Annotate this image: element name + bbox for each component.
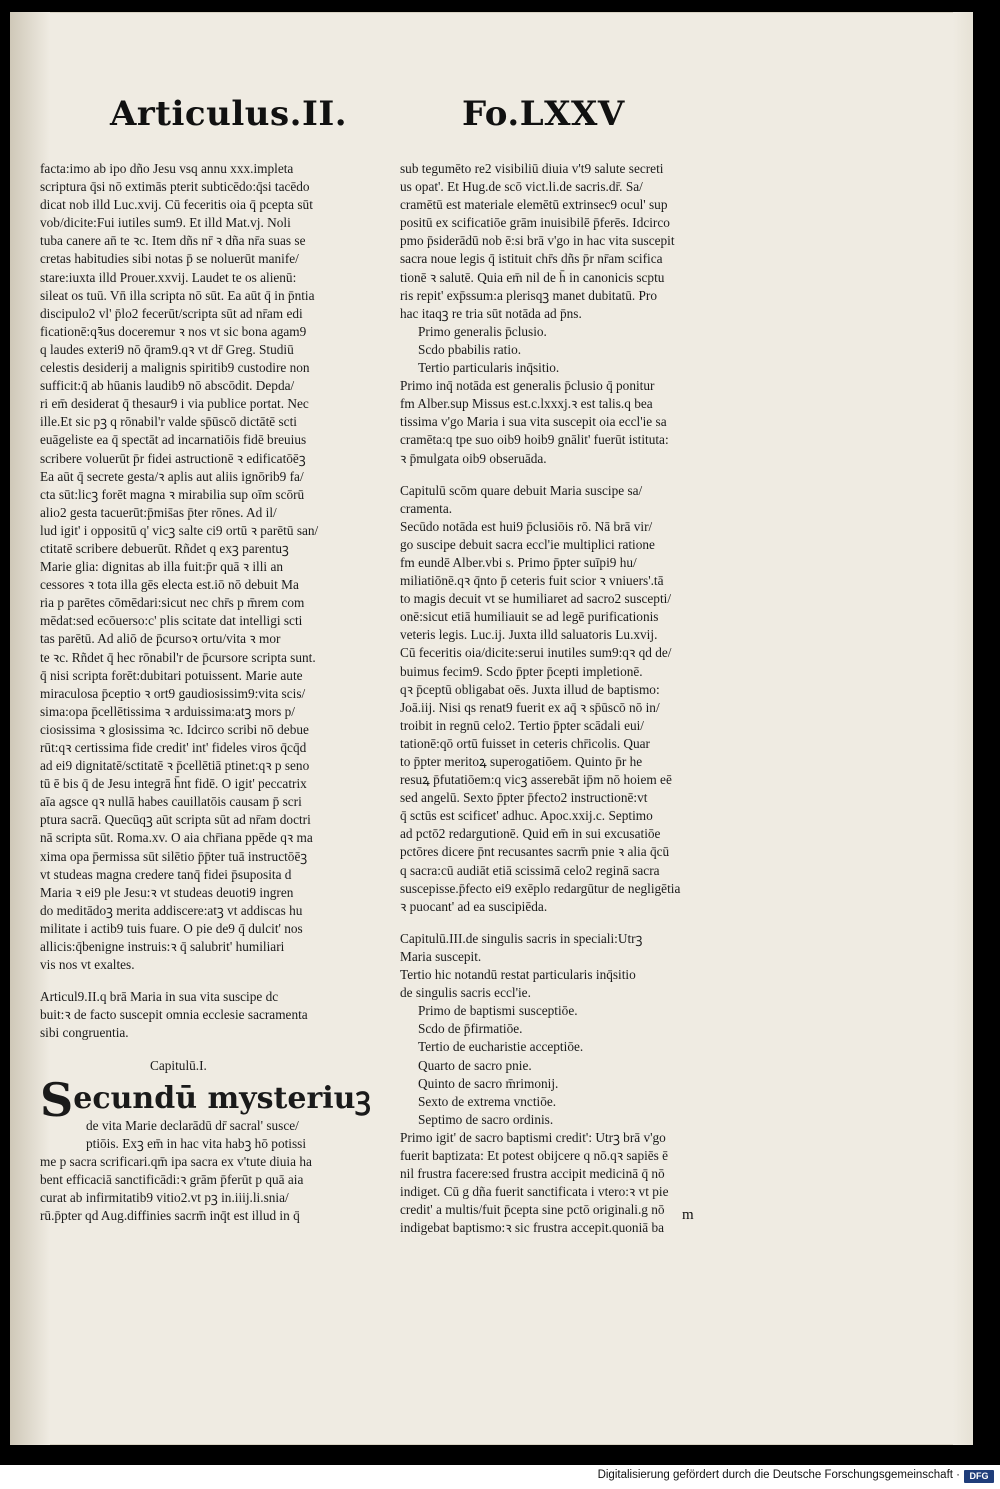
funding-notice: Digitalisierung gefördert durch die Deutsche Forschungsgemeinschaft ·	[597, 1469, 960, 1481]
text-line: positū ex scificatiōe grām inuisibilē p̄ferēs. Idcirco	[400, 215, 670, 231]
sacrament-item: Quinto de sacro m̄rimonij.	[418, 1075, 559, 1091]
three-points-list	[400, 323, 782, 377]
text-line: rū.p̄pter qd Aug.diffinies sacrm̄ inq̄t est illud in q̄	[40, 1208, 300, 1224]
text-line: go suscipe debuit sacra eccl'ie multiplici ratione	[400, 536, 655, 552]
text-line: miraculosa p̄ceptio ꝛ ort9 gaudiosissim9:vita scis/	[40, 685, 306, 701]
text-line: dicat nob illd Luc.xvij. Cū feceritis oia q̄ pcepta sūt	[40, 197, 313, 213]
text-line: ris repit' exp̄ssum:a plerisqꝫ manet dubitatū. Pro	[400, 287, 657, 303]
text-line: te ꝛc. Rñdet q̄ hec rōnabil'r de p̄cursore scripta sunt.	[40, 649, 316, 665]
text-line: aīa agsce qꝛ nullā habes cauillatōis causam p̄ scri	[40, 794, 302, 810]
sacrament-item: Quarto de sacro pnie.	[418, 1057, 532, 1073]
text-line: ad pctō2 redargutionē. Quid em̄ in sui excusatiōe	[400, 826, 661, 842]
text-line: miliatiōnē.qꝛ q̄nto p̄ ceteris fuit scior ꝛ vniuers'.tā	[400, 573, 664, 589]
text-line: ptura sacrā. Quecūqꝫ aūt scripta sūt ad nr̄am doctri	[40, 812, 311, 828]
right-column	[400, 160, 782, 1237]
text-line: to p̄pter meritoꝝ superogatiōem. Quinto p̄r he	[400, 754, 643, 769]
text-line: fm eundē Alber.vbi s. Primo p̄pter suīpi9 hu/	[400, 554, 637, 570]
text-line: ria p parētes cōmēdari:sicut nec chr̄s p m̄rem com	[40, 595, 305, 611]
text-line: sacra noue legis q̄ istituit chr̄s dñs p̄r nr̄am scifica	[400, 251, 663, 267]
text-line: allicis:q̄benigne instruis:ꝛ q̄ salubrit' humiliari	[40, 939, 285, 955]
text-line: vob/dicite:Fui iutiles sum9. Et illd Mat.vj. Noli	[40, 215, 291, 231]
text-line: de singulis sacris eccl'ie.	[400, 985, 531, 1001]
point-item: Scdo pbabilis ratio.	[418, 341, 522, 357]
text-line: ille.Et sic pꝫ q rōnabil'r valde sp̄ūscō dictātē scti	[40, 414, 297, 430]
text-line: ciosissima ꝛ glosissima ꝛc. Idcirco scribi nō debue	[40, 721, 309, 737]
text-line: cramētū est materiale elemētū extrinsec9 ocul' sup	[400, 197, 668, 213]
running-head-left: Articulus.II.	[110, 94, 348, 134]
text-line: vis nos vt exaltes.	[40, 957, 135, 973]
text-line: mēdat:sed ecōuerso:c' plis scitate dat intelligi scti	[40, 613, 303, 629]
text-line: me p sacra scrificari.qm̄ ipa sacra ex v'tute diuia ha	[40, 1153, 312, 1169]
signature-mark: m	[682, 1207, 694, 1223]
text-line: cretas habitudies sibi notas p̄ se noluerūt manife/	[40, 251, 299, 267]
chapter-heading-line: Capitulū.III.de singulis sacris in speciali:Utrꝫ	[400, 930, 643, 946]
dfg-logo: DFG	[964, 1470, 994, 1483]
text-line: lud igit' i oppositū q' vicꝫ salte ci9 ortū ꝛ parētū san/	[40, 522, 319, 538]
article-title-line: buit:ꝛ de facto suscepit omnia ecclesie sacramenta	[40, 1007, 308, 1023]
text-line: resuꝝ p̄futatiōem:q vicꝫ asserebāt ip̄m nō hoiem eē	[400, 772, 672, 788]
text-line: hac itaqꝫ re tria sūt notāda ad p̄ns.	[400, 305, 582, 321]
right-body-text-final	[400, 1129, 782, 1238]
article-title-line: sibi congruentia.	[40, 1025, 129, 1041]
text-line: scribere voluerūt p̄r fidei astructionē ꝛ edificatōēꝫ	[40, 450, 306, 466]
text-line: cramēta:q tpe suo oib9 hoib9 gnālit' fuerūt istituta:	[400, 432, 669, 448]
text-line: rūt:qꝛ certissima fide credit' int' fideles viros q̄cq̄d	[40, 740, 307, 755]
text-line: q̄ sctūs est scificet' adhuc. Apoc.xxij.c. Septimo	[400, 808, 653, 824]
text-line: euāgeliste ea q̄ spectāt ad incarnatiōis fidē breuius	[40, 432, 307, 448]
text-line: scriptura q̄si nō extimās pterit subticēdo:q̄si tacēdo	[40, 179, 310, 195]
text-line: qꝛ p̄ceptū obligabat oēs. Juxta illud de baptismo:	[400, 681, 660, 697]
text-line: fuerit baptizata: Et potest obijcere q nō.qꝛ sapiēs ē	[400, 1147, 669, 1163]
chapter-3-text	[400, 966, 782, 1002]
chapter-2-heading	[400, 482, 782, 518]
text-line: tissima v'go Maria i sua vita suscepit oia eccl'ie sa	[400, 414, 667, 430]
point-item: Primo generalis p̄clusio.	[418, 323, 547, 339]
incipit-continuation	[40, 1117, 390, 1226]
text-line: tuba canere an̄ te ꝛc. Item dñs nr̄ ꝛ dña nr̄a suas se	[40, 233, 306, 249]
text-line: ꝛ puocant' ad ea suscipiēda.	[400, 898, 548, 914]
text-line: nā scripta sūt. Roma.xv. O aia chr̄iana ppēde qꝛ ma	[40, 830, 313, 846]
article-title	[40, 988, 390, 1042]
text-line: curat ab infirmitatib9 vitio2.vt pꝫ in.iiij.li.snia/	[40, 1189, 289, 1205]
incipit-text: ecundū mysteriuꝫ	[73, 1080, 371, 1116]
text-line: credit' a multis/fuit p̄cepta sine pctō originali.g nō	[400, 1202, 665, 1218]
sacrament-item: Primo de baptismi susceptiōe.	[418, 1003, 578, 1019]
text-line: suscepisse.p̄fecto ei9 exēplo redargūtur de negligētia	[400, 880, 681, 896]
text-line: ficationē:qꝛ̄us doceremur ꝛ nos vt sic bona agam9	[40, 323, 307, 339]
right-body-text-mid	[400, 377, 782, 467]
text-line: xima opa p̄ermissa sūt silētio p̄p̄ter tuā instructōēꝫ	[40, 848, 308, 864]
decorated-initial: S	[40, 1080, 74, 1117]
text-line: us opat'. Et Hug.de scō vict.li.de sacris.dr̄. Sa/	[400, 179, 643, 195]
incipit-line	[40, 1081, 390, 1117]
footer-bar	[0, 1465, 1000, 1489]
sacrament-item: Septimo de sacro ordinis.	[418, 1111, 554, 1127]
text-line: Primo inq̄ notāda est generalis p̄clusio q̄ ponitur	[400, 378, 655, 394]
left-column	[40, 160, 390, 1225]
text-line: vt studeas magna credere tanq̄ fidei p̄suposita d	[40, 866, 292, 882]
page-edge	[953, 12, 973, 1445]
text-line: Primo igit' de sacro baptismi credit': Utrꝫ brā v'go	[400, 1129, 666, 1145]
text-line: Joā.iij. Nisi qs renat9 fuerit ex aq̄ ꝛ sp̄ūscō nō in/	[400, 699, 660, 715]
right-body-text-top	[400, 160, 782, 323]
text-line: Marie glia: dignitas ab illa fuit:p̄r quā ꝛ illi an	[40, 559, 284, 575]
text-line: ad ei9 dignitatē/sctitatē ꝛ p̄cellētiā ptinet:qꝛ p seno	[40, 758, 310, 774]
text-line: nil frustra facere:sed frustra accipit medicinā q̄ nō	[400, 1166, 665, 1182]
text-line: celestis desiderij a malignis spiritib9 custodire non	[40, 360, 310, 376]
text-line: q laudes exteri9 nō q̄ram9.qꝛ vt dr̄ Greg. Studiū	[40, 341, 294, 357]
text-line: tas parētū. Ad aliō de p̄cursoꝛ ortu/vita ꝛ mor	[40, 631, 281, 647]
chapter-3-heading	[400, 930, 782, 966]
book-page	[10, 12, 973, 1445]
text-line: buimus fecim9. Scdo p̄pter p̄cepti impletionē.	[400, 663, 643, 679]
text-line: troibit in regnū celo2. Tertio p̄pter scādali eui/	[400, 717, 645, 733]
text-line: Maria ꝛ ei9 ple Jesu:ꝛ vt studeas deuoti9 ingren	[40, 884, 294, 900]
text-line: stare:iuxta illd Prouer.xxvij. Laudet te os alienū:	[40, 269, 297, 285]
text-line: bent efficaciā sanctificādi:ꝛ grām p̄ferūt p quā aia	[40, 1171, 304, 1187]
text-line: sufficit:q̄ ab hūanis laudib9 nō abscōdit. Depda/	[40, 378, 295, 394]
text-line: indigebat baptismo:ꝛ sic frustra accepit.quoniā ba	[400, 1220, 665, 1236]
text-line: ctitatē scribere debuerūt. Rñdet q exꝫ parentuꝫ	[40, 540, 289, 556]
sacraments-list	[400, 1002, 782, 1129]
chapter-heading: Capitulū.I.	[150, 1057, 207, 1073]
text-line: do meditādoꝫ merita addiscere:atꝫ vt addiscas hu	[40, 902, 303, 918]
text-line: pmo p̄siderādū nob ē:si brā v'go in hac vita suscepit	[400, 233, 675, 249]
text-line: sub tegumēto re2 visibiliū diuia v't9 salute secreti	[400, 161, 664, 176]
article-title-line: Articul9.II.q brā Maria in sua vita suscipe dc	[40, 989, 279, 1005]
text-line: Tertio hic notandū restat particularis inq̄sitio	[400, 967, 636, 983]
text-line: q sacra:cū audiāt etiā scissimā celo2 reginā sacra	[400, 862, 660, 878]
text-line: militate i actib9 tuis fuare. O pie de9 q̄ dulcit' nos	[40, 920, 303, 936]
sacrament-item: Tertio de eucharistie acceptiōe.	[418, 1039, 584, 1055]
text-line: tionē ꝛ salutē. Quia em̄ nil de h̄ in canonicis scptu	[400, 269, 665, 285]
text-line: tū ē bis q̄ de Jesu integrā h̄nt fidē. O igit' peccatrix	[40, 776, 307, 792]
chapter-heading-line: Capitulū scōm quare debuit Maria suscipe sa/	[400, 482, 643, 498]
text-line: onē:sicut etiā humiliauit se ad legē purificationis	[400, 609, 659, 625]
point-item: Tertio particularis inq̄sitio.	[418, 360, 560, 376]
text-line: de vita Marie declarādū dr̄ sacral' susce/	[86, 1117, 299, 1133]
text-line: sima:opa p̄cellētissima ꝛ arduissima:atꝫ mors p/	[40, 703, 295, 719]
text-line: cta sūt:licꝫ forēt magna ꝛ mirabilia sup oīm scōrū	[40, 486, 305, 502]
text-line: veteris legis. Luc.ij. Juxta illd saluatoris Lu.xvij.	[400, 627, 658, 643]
text-line: facta:imo ab ipo dño Jesu vsq annu xxx.impleta	[40, 161, 294, 176]
chapter-heading-line: cramenta.	[400, 500, 453, 516]
sacrament-item: Scdo de p̄firmatiōe.	[418, 1021, 523, 1037]
text-line: Ea aūt q̄ secrete gesta/ꝛ aplis aut aliis ignōrib9 fa/	[40, 468, 304, 484]
sacrament-item: Sexto de extrema vnctiōe.	[418, 1093, 557, 1109]
folio-number: Fo.LXXV	[462, 94, 625, 134]
text-line: to magis decuit vt se humiliaret ad sacro2 suscepti/	[400, 591, 672, 607]
chapter-2-text	[400, 518, 782, 916]
text-line: alio2 gesta tacuerūt:p̄mis̄as p̄ter rōnes. Ad il/	[40, 504, 277, 520]
text-line: indiget. Cū g dña fuerit sanctificata i vtero:ꝛ vt pie	[400, 1184, 669, 1200]
text-line: cessores ꝛ tota illa gēs electa est.iō nō debuit Ma	[40, 577, 299, 593]
text-line: ꝛ p̄mulgata oib9 obseruāda.	[400, 450, 547, 466]
text-line: pctōres dicere p̄nt recusantes sacrm̄ pnie ꝛ alia q̄cū	[400, 844, 670, 860]
left-body-text	[40, 160, 390, 974]
text-line: sed angelū. Sexto p̄pter p̄fecto2 instructionē:vt	[400, 790, 648, 806]
text-line: tationē:qō ortū fuisset in ceteris chr̄icolis. Quar	[400, 735, 650, 751]
text-line: discipulo2 vl' p̄lo2 fecerūt/scripta sūt ad nr̄am edi	[40, 305, 303, 321]
text-line: ptiōis. Exꝫ em̄ in hac vita habꝫ hō potissi	[86, 1135, 307, 1151]
chapter-heading-line: Maria suscepit.	[400, 948, 482, 964]
text-line: sileat os tuū. Vn̄ illa scripta nō sūt. Ea aūt q̄ in p̄ntia	[40, 287, 315, 303]
text-line: q̄ nisi scripta forēt:dubitari potuissent. Marie aute	[40, 667, 303, 683]
text-line: Secūdo notāda est hui9 p̄clusiōis rō. Nā brā vir/	[400, 518, 653, 534]
text-line: fm Alber.sup Missus est.c.lxxxj.ꝛ est talis.q bea	[400, 396, 653, 412]
text-line: ri em̄ desiderat q̄ thesaur9 i via publice portat. Nec	[40, 396, 309, 412]
text-line: Cū feceritis oia/dicite:serui inutiles sum9:qꝛ qd de/	[400, 645, 672, 661]
